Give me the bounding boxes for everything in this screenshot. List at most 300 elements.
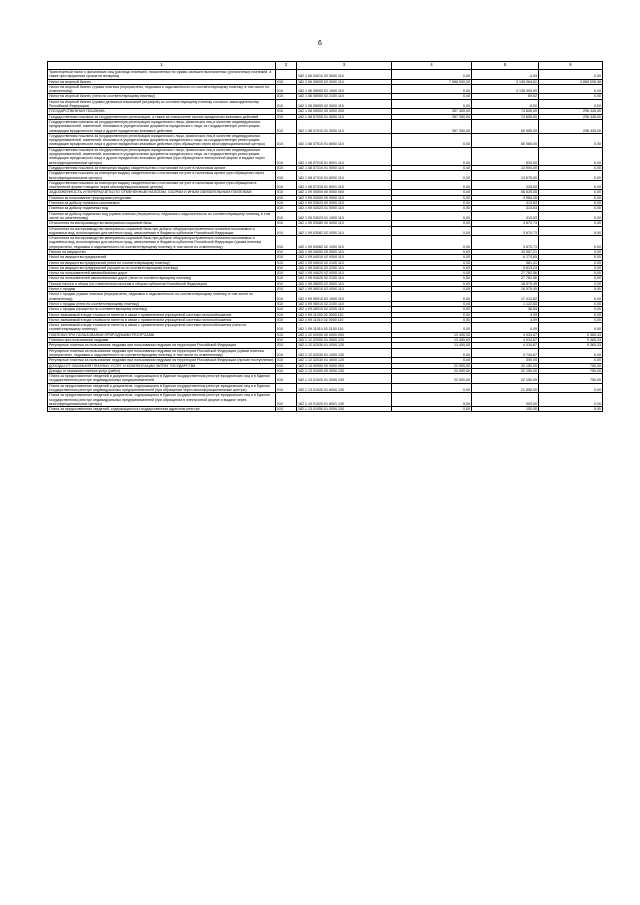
row-kbk-cell: 182 1 12 00000 00 0000 000 (297, 332, 392, 337)
row-name-cell: Государственная пошлина за повторную выдачу свидетельства о постановке на учет в налоговом органе (48, 165, 276, 170)
row-executed-cell: 313,53 (472, 211, 539, 221)
row-kbk-cell: 182 1 09 03023 01 1000 110 (297, 211, 392, 221)
row-code-cell: 010 (276, 323, 297, 333)
row-remaining-cell: 0,00 (539, 265, 603, 270)
row-executed-cell: 3 136 064,62 (472, 79, 539, 84)
row-plan-cell: 0,00 (392, 348, 472, 358)
row-kbk-cell: 182 1 09 03082 02 0000 110 (297, 226, 392, 236)
row-name-cell: Плата за предоставление сведений и документов, содержащихся в Едином государственном реестре юридических лиц и в Едином государственном реестре индивидуальных предпринимателей (при обращении через многофункциональные центры) (48, 383, 276, 393)
row-kbk-cell: 182 1 09 03082 02 1000 110 (297, 236, 392, 250)
row-code-cell: 010 (276, 307, 297, 312)
row-code-cell: 010 (276, 343, 297, 348)
row-name-cell: Налог на имущество предприятий (пени по соответствующему платежу) (48, 260, 276, 265)
row-code-cell: 010 (276, 114, 297, 119)
row-executed-cell: 74 655,00 (472, 109, 539, 114)
row-executed-cell: 561,41 (472, 260, 539, 265)
row-plan-cell: 22 900,00 (392, 363, 472, 368)
row-kbk-cell: 182 1 09 03000 00 0000 110 (297, 195, 392, 200)
row-executed-cell: 3 136 000,00 (472, 84, 539, 94)
row-code-cell: 010 (276, 407, 297, 412)
row-executed-cell: 4 034,67 (472, 332, 539, 337)
row-executed-cell: 3 734,67 (472, 348, 539, 358)
row-plan-cell: 0,00 (392, 276, 472, 281)
row-code-cell: 010 (276, 348, 297, 358)
row-kbk-cell: 182 1 09 04000 00 0000 110 (297, 249, 392, 254)
row-kbk-cell: 182 1 06 05000 02 3000 110 (297, 99, 392, 109)
row-plan-cell: 0,00 (392, 292, 472, 302)
row-remaining-cell: 750,00 (539, 363, 603, 368)
row-code-cell: 010 (276, 190, 297, 195)
row-kbk-cell: 182 1 09 04010 02 2200 110 (297, 265, 392, 270)
row-code-cell: 010 (276, 265, 297, 270)
table-row (48, 70, 603, 80)
row-plan-cell: 0,00 (392, 287, 472, 292)
column-header: 5 (472, 62, 539, 70)
row-remaining-cell: 0,00 (539, 211, 603, 221)
row-executed-cell: 4,09 (472, 323, 539, 333)
row-name-cell: Налог, взимаемый в виде стоимости патента в связи с применением упрощенной системы налогообложения (пени по соответствующему платежу) (48, 323, 276, 333)
table-row (48, 383, 603, 393)
row-code-cell: 010 (276, 317, 297, 322)
row-kbk-cell: 182 1 13 01020 01 0000 130 (297, 374, 392, 384)
table-row (48, 211, 603, 221)
row-code-cell: 010 (276, 195, 297, 200)
row-kbk-cell: 182 1 06 05000 02 0000 110 (297, 79, 392, 84)
row-kbk-cell: 182 1 08 00000 00 0000 000 (297, 109, 392, 114)
row-plan-cell: 0,00 (392, 271, 472, 276)
table-row (48, 171, 603, 181)
row-code-cell (276, 70, 297, 80)
row-plan-cell: 0,00 (392, 211, 472, 221)
row-code-cell: 010 (276, 79, 297, 84)
row-plan-cell: 13 400,00 (392, 332, 472, 337)
row-kbk-cell: 182 1 06 05000 02 2100 110 (297, 94, 392, 99)
row-name-cell: Доходы от оказания платных услуг (работ) (48, 368, 276, 373)
row-code-cell: 010 (276, 358, 297, 363)
report-table (47, 61, 603, 412)
row-remaining-cell: 750,00 (539, 368, 603, 373)
row-kbk-cell: 182 1 08 07310 01 8001 110 (297, 180, 392, 190)
row-remaining-cell: 296 345,00 (539, 114, 603, 119)
row-plan-cell: 0,00 (392, 195, 472, 200)
row-executed-cell: 4,09 (472, 312, 539, 317)
row-name-cell: Транспортный налог с физических лиц (разница платежей, начисленных по суммы излишне выплаченных (уплаченных) платежей, а также при нарушении сроков их возврата) (48, 70, 276, 80)
row-code-cell: 010 (276, 281, 297, 286)
row-kbk-cell: 182 1 09 06010 02 2100 110 (297, 301, 392, 306)
table-row (48, 180, 603, 190)
row-kbk-cell: 182 1 08 07010 01 0000 110 (297, 119, 392, 133)
row-remaining-cell: 0,00 (539, 255, 603, 260)
row-plan-cell: 0,00 (392, 190, 472, 195)
row-kbk-cell: 182 1 09 06010 02 2200 110 (297, 307, 392, 312)
row-plan-cell: 0,00 (392, 84, 472, 94)
row-code-cell: 010 (276, 147, 297, 165)
row-kbk-cell: 182 1 09 00000 00 0000 000 (297, 190, 392, 195)
row-kbk-cell: 182 1 09 04010 02 2100 110 (297, 260, 392, 265)
row-remaining-cell: 0,00 (539, 94, 603, 99)
row-executed-cell: 300,00 (472, 358, 539, 363)
column-header: 1 (48, 62, 276, 70)
row-code-cell: 010 (276, 383, 297, 393)
row-code-cell: 010 (276, 332, 297, 337)
row-plan-cell: 0,00 (392, 226, 472, 236)
row-kbk-cell: 182 1 08 07310 01 8000 110 (297, 171, 392, 181)
table-row (48, 323, 603, 333)
row-executed-cell: 3 670,73 (472, 236, 539, 250)
row-executed-cell: 33 957,21 (472, 249, 539, 254)
row-code-cell: 010 (276, 119, 297, 133)
row-executed-cell: 1 122,83 (472, 301, 539, 306)
row-executed-cell: 3 670,73 (472, 221, 539, 226)
row-code-cell: 010 (276, 133, 297, 147)
table-row (48, 84, 603, 94)
row-executed-cell: -5,00 (472, 99, 539, 109)
row-executed-cell: 22 150,00 (472, 363, 539, 368)
row-remaining-cell: 4 858 095,38 (539, 79, 603, 84)
row-plan-cell: 13 400,00 (392, 338, 472, 343)
table-row (48, 292, 603, 302)
row-code-cell: 010 (276, 109, 297, 114)
row-name-cell: Платежи за добычу подземных вод (48, 206, 276, 211)
row-name-cell: Налог на игорный бизнес (48, 79, 276, 84)
row-kbk-cell: 182 1 09 06010 02 1000 110 (297, 292, 392, 302)
row-plan-cell: 357 300,00 (392, 119, 472, 133)
row-executed-cell: 300,00 (472, 393, 539, 407)
row-executed-cell: 100,00 (472, 407, 539, 412)
row-kbk-cell: 182 1 09 04010 02 0000 110 (297, 255, 392, 260)
row-plan-cell: 7 986 000,00 (392, 79, 472, 84)
row-executed-cell: 313,53 (472, 201, 539, 206)
row-kbk-cell: 182 1 09 06010 02 0000 110 (297, 287, 392, 292)
row-name-cell: Налог, взимаемый в виде стоимости патента в связи с применением упрощенной системы налогообложения (48, 317, 276, 322)
row-remaining-cell: 0,00 (539, 348, 603, 358)
row-remaining-cell: 0,00 (539, 99, 603, 109)
row-plan-cell: 0,00 (392, 147, 472, 165)
row-name-cell: ДОХОДЫ ОТ ОКАЗАНИЯ ПЛАТНЫХ УСЛУГ И КОМПЕНСАЦИИ ЗАТРАТ ГОСУДАРСТВА (48, 363, 276, 368)
row-remaining-cell: 750,00 (539, 374, 603, 384)
row-remaining-cell: 0,00 (539, 236, 603, 250)
row-remaining-cell: 0,00 (539, 249, 603, 254)
row-name-cell: Платежи при пользовании недрами (48, 338, 276, 343)
row-kbk-cell: 182 1 13 01000 00 0000 130 (297, 368, 392, 373)
row-remaining-cell: 0,00 (539, 260, 603, 265)
row-remaining-cell: 0,00 (539, 307, 603, 312)
row-name-cell: Налог на имущество предприятий (48, 255, 276, 260)
row-executed-cell: 58 525,05 (472, 190, 539, 195)
row-executed-cell: 27 782,56 (472, 276, 539, 281)
row-remaining-cell: 0,00 (539, 206, 603, 211)
row-kbk-cell: 182 1 09 03023 01 0000 110 (297, 206, 392, 211)
row-name-cell: Регулярные платежи за пользование недрами при пользовании недрами на территории Российской Федерации (сумма платежа (перерасчеты, недоимка и задолженность по соответствующему платежу, в том числе по отмененному) (48, 348, 276, 358)
row-executed-cell: 60 065,00 (472, 133, 539, 147)
row-executed-cell: 5 613,24 (472, 265, 539, 270)
row-plan-cell: 0,00 (392, 94, 472, 99)
row-kbk-cell: 182 1 09 11000 02 0000 110 (297, 312, 392, 317)
row-code-cell: 010 (276, 276, 297, 281)
row-kbk-cell: 182 1 13 01050 01 0000 130 (297, 407, 392, 412)
row-executed-cell: 13 900,00 (472, 165, 539, 170)
row-code-cell: 010 (276, 374, 297, 384)
column-header: 6 (539, 62, 603, 70)
row-code-cell: 010 (276, 99, 297, 109)
row-executed-cell: 3 670,73 (472, 226, 539, 236)
row-executed-cell: 38,84 (472, 307, 539, 312)
row-name-cell: Налог на игорный бизнес (пени по соответствующему платежу) (48, 94, 276, 99)
row-code-cell: 010 (276, 368, 297, 373)
row-executed-cell: 21 850,00 (472, 383, 539, 393)
row-remaining-cell: 0,00 (539, 323, 603, 333)
row-code-cell: 010 (276, 171, 297, 181)
row-remaining-cell: 0,00 (539, 195, 603, 200)
row-name-cell: Платежи за добычу полезных ископаемых (48, 201, 276, 206)
row-name-cell: Налог с продаж (пени по соответствующему платежу) (48, 301, 276, 306)
row-name-cell: Платежи за добычу подземных вод (сумма платежа (перерасчеты, недоимка и задолженность по соответствующему платежу, в том числе по отмененному) (48, 211, 276, 221)
row-kbk-cell: 182 1 13 01020 01 8000 130 (297, 383, 392, 393)
row-code-cell: 010 (276, 236, 297, 250)
row-plan-cell: 357 300,00 (392, 109, 472, 114)
row-remaining-cell: 9 365,33 (539, 332, 603, 337)
row-plan-cell: 0,00 (392, 317, 472, 322)
row-plan-cell: 0,00 (392, 301, 472, 306)
row-remaining-cell: 0,00 (539, 221, 603, 226)
row-name-cell: Государственная пошлина за повторную выдачу свидетельства о постановке на учет в налоговом органе (при обращении в электронной форме и выдаче через многофункциональные центры) (48, 180, 276, 190)
row-name-cell: Налог на имущество предприятий (проценты по соответствующему платежу) (48, 265, 276, 270)
row-remaining-cell: 0,00 (539, 312, 603, 317)
row-kbk-cell: 182 1 09 11010 02 0000 110 (297, 317, 392, 322)
row-name-cell: Отчисления на воспроизводство минерально-сырьевой базы при добыче общераспространенных полезных ископаемых и подземных вод, используемых для местных нужд, зачисляемые в бюджеты субъектов Российской Федерации (48, 226, 276, 236)
row-remaining-cell: 296 345,00 (539, 109, 603, 114)
page-number: 6 (318, 40, 322, 47)
row-code-cell: 010 (276, 260, 297, 265)
row-kbk-cell: 182 1 13 01020 01 8001 130 (297, 393, 392, 407)
row-name-cell: Налоги на имущество (48, 249, 276, 254)
row-name-cell: ГОСУДАРСТВЕННАЯ ПОШЛИНА (48, 109, 276, 114)
row-kbk-cell: 182 1 06 05000 02 1000 110 (297, 84, 392, 94)
row-name-cell: Налог на игорный бизнес (суммы денежных взысканий (штрафов) по соответствующему платежу согласно законодательству Российской Федерации) (48, 99, 276, 109)
row-plan-cell: 0,00 (392, 358, 472, 363)
row-plan-cell: 0,00 (392, 249, 472, 254)
row-name-cell: Платежи за пользование природными ресурсами (48, 195, 276, 200)
row-kbk-cell: 182 1 12 02030 01 1000 120 (297, 348, 392, 358)
row-executed-cell: 60 955,00 (472, 119, 539, 133)
row-executed-cell: 13 675,00 (472, 171, 539, 181)
row-executed-cell: 4 034,67 (472, 343, 539, 348)
row-remaining-cell: 0,00 (539, 358, 603, 363)
row-plan-cell: 357 300,00 (392, 114, 472, 119)
row-code-cell: 010 (276, 292, 297, 302)
row-kbk-cell: 182 1 08 07010 01 8000 110 (297, 133, 392, 147)
row-name-cell: Отчисления на воспроизводство минерально-сырьевой базы при добыче общераспространенных полезных ископаемых и подземных вод, используемых для местных нужд, зачисляемые в бюджеты субъектов Российской Федерации (сумма платежа (перерасчеты, недоимка и задолженность по соответствующему платежу, в том числе по отмененному) (48, 236, 276, 250)
table-row (48, 348, 603, 358)
row-name-cell: Налог, взимаемый в виде стоимости патента в связи с применением упрощенной системы налогообложения (48, 312, 276, 317)
row-name-cell: Прочие налоги и сборы (по отмененным налогам и сборам субъектов Российской Федерации) (48, 281, 276, 286)
row-remaining-cell: 0,00 (539, 301, 603, 306)
row-name-cell: Государственная пошлина за повторную выдачу свидетельства о постановке на учет в налоговом органе (при обращении через многофункциональные центры) (48, 171, 276, 181)
row-code-cell: 010 (276, 363, 297, 368)
row-code-cell: 010 (276, 226, 297, 236)
row-name-cell: Налог с продаж (сумма платежа (перерасчеты, недоимка и задолженность по соответствующему платежу, в том числе по отмененному) (48, 292, 276, 302)
row-kbk-cell: 182 1 08 07000 01 0000 110 (297, 114, 392, 119)
row-name-cell: ЗАДОЛЖЕННОСТЬ И ПЕРЕРАСЧЕТЫ ПО ОТМЕНЕННЫМ НАЛОГАМ, СБОРАМ И ИНЫМ ОБЯЗАТЕЛЬНЫМ ПЛАТЕЖАМ (48, 190, 276, 195)
row-plan-cell: 0,00 (392, 206, 472, 211)
row-remaining-cell: 0,00 (539, 165, 603, 170)
row-name-cell: Плата за предоставление сведений и документов, содержащихся в Едином государственном реестре юридических лиц и в Едином государственном реестре индивидуальных предпринимателей (48, 374, 276, 384)
row-plan-cell: 0,00 (392, 260, 472, 265)
row-name-cell: Государственная пошлина за государственную регистрацию, а также за совершение прочих юридически значимых действий (48, 114, 276, 119)
row-name-cell: Государственная пошлина за государственную регистрацию юридического лица, физических лиц в качестве индивидуальных предпринимателей, изменений, вносимых в учредительные документы юридического лица, за государственную регистрацию ликвидации юридического лица и другие юридически значимые действия (при обращении в электронной форме и выдаче через многофункциональные центры) (48, 147, 276, 165)
row-plan-cell: 0,00 (392, 281, 472, 286)
row-executed-cell: 18 579,49 (472, 281, 539, 286)
row-remaining-cell: 0,00 (539, 190, 603, 195)
row-code-cell: 010 (276, 94, 297, 99)
row-plan-cell: 0,00 (392, 393, 472, 407)
row-plan-cell: 0,00 (392, 265, 472, 270)
row-executed-cell: 74 655,00 (472, 114, 539, 119)
row-remaining-cell: 9 365,33 (539, 338, 603, 343)
row-remaining-cell: 0,00 (539, 292, 603, 302)
table-row (48, 407, 603, 412)
row-plan-cell: 22 900,00 (392, 368, 472, 373)
row-name-cell: Налог на пользователей автомобильных дорог (пени по соответствующему платежу) (48, 276, 276, 281)
row-plan-cell: 0,00 (392, 255, 472, 260)
row-plan-cell: 0,00 (392, 312, 472, 317)
row-remaining-cell: 0,00 (539, 407, 603, 412)
row-kbk-cell: 182 1 12 02030 01 4000 120 (297, 358, 392, 363)
row-remaining-cell: 0,00 (539, 317, 603, 322)
row-code-cell: 010 (276, 84, 297, 94)
row-name-cell: Плата за предоставление сведений, содержащихся в государственном адресном реестре (48, 407, 276, 412)
row-code-cell: 010 (276, 165, 297, 170)
row-plan-cell: 22 900,00 (392, 374, 472, 384)
table-row (48, 226, 603, 236)
row-kbk-cell: 182 1 12 02000 01 0000 120 (297, 338, 392, 343)
row-plan-cell: 0,00 (392, 383, 472, 393)
row-remaining-cell: 296 345,00 (539, 119, 603, 133)
row-executed-cell: 4 034,67 (472, 338, 539, 343)
row-code-cell: 010 (276, 255, 297, 260)
row-code-cell: 010 (276, 206, 297, 211)
row-name-cell: Налог с продаж (48, 287, 276, 292)
row-executed-cell: 3 984,26 (472, 195, 539, 200)
row-plan-cell: 0,00 (392, 165, 472, 170)
row-code-cell: 010 (276, 271, 297, 276)
row-executed-cell: 225,00 (472, 180, 539, 190)
row-plan-cell: 0,00 (392, 99, 472, 109)
table-row (48, 147, 603, 165)
table-header-row (48, 62, 603, 70)
row-executed-cell: 22 150,00 (472, 368, 539, 373)
row-executed-cell: 6 174,65 (472, 255, 539, 260)
row-remaining-cell: 0,00 (539, 147, 603, 165)
row-remaining-cell: 0,00 (539, 70, 603, 80)
row-plan-cell: 0,00 (392, 180, 472, 190)
table-row (48, 236, 603, 250)
row-executed-cell: 18 579,49 (472, 287, 539, 292)
table-row (48, 119, 603, 133)
row-plan-cell: 0,00 (392, 236, 472, 250)
row-remaining-cell: 0,00 (539, 287, 603, 292)
row-kbk-cell: 182 1 09 06000 02 0000 110 (297, 281, 392, 286)
row-kbk-cell: 182 1 09 04020 02 0000 110 (297, 271, 392, 276)
row-kbk-cell: 182 1 13 00000 00 0000 000 (297, 363, 392, 368)
row-plan-cell: 0,00 (392, 323, 472, 333)
row-kbk-cell: 182 1 12 02030 01 0000 120 (297, 343, 392, 348)
row-name-cell: Налог с продаж (проценты по соответствующему платежу) (48, 307, 276, 312)
row-plan-cell: 0,00 (392, 171, 472, 181)
column-header: 3 (297, 62, 392, 70)
row-code-cell: 010 (276, 287, 297, 292)
row-name-cell: Регулярные платежи за пользование недрами при пользовании недрами на территории Российской Федерации (48, 343, 276, 348)
row-remaining-cell: 0,00 (539, 84, 603, 94)
row-remaining-cell: 0,00 (539, 393, 603, 407)
row-remaining-cell: 0,00 (539, 180, 603, 190)
row-kbk-cell: 182 1 09 11010 02 2100 110 (297, 323, 392, 333)
row-kbk-cell: 182 1 09 03080 00 0000 110 (297, 221, 392, 226)
row-plan-cell: 0,00 (392, 201, 472, 206)
row-code-cell: 010 (276, 249, 297, 254)
row-plan-cell: 13 400,00 (392, 343, 472, 348)
row-plan-cell: 0,00 (392, 70, 472, 80)
row-executed-cell: 27 782,56 (472, 271, 539, 276)
row-name-cell: Государственная пошлина за государственную регистрацию юридического лица, физических лиц в качестве индивидуальных предпринимателей, изменений, вносимых в учредительные документы юридического лица, за государственную регистрацию ликвидации юридического лица и другие юридически значимые действия (при обращении через многофункциональные центры) (48, 133, 276, 147)
row-executed-cell: 4,09 (472, 317, 539, 322)
row-plan-cell: 0,00 (392, 133, 472, 147)
row-plan-cell: 0,00 (392, 221, 472, 226)
row-kbk-cell: 182 1 09 03020 00 0000 110 (297, 201, 392, 206)
row-code-cell: 010 (276, 221, 297, 226)
column-header: 4 (392, 62, 472, 70)
row-kbk-cell: 182 1 06 04012 02 5000 110 (297, 70, 392, 80)
row-remaining-cell: 0,00 (539, 201, 603, 206)
row-executed-cell: -4,93 (472, 70, 539, 80)
row-code-cell: 010 (276, 393, 297, 407)
row-remaining-cell: 9 365,33 (539, 343, 603, 348)
row-name-cell: Отчисления на воспроизводство минерально-сырьевой базы (48, 221, 276, 226)
row-code-cell: 010 (276, 301, 297, 306)
row-remaining-cell: 0,00 (539, 171, 603, 181)
row-remaining-cell: 0,00 (539, 271, 603, 276)
row-remaining-cell: 0,00 (539, 383, 603, 393)
row-remaining-cell: 0,00 (539, 281, 603, 286)
row-executed-cell: 69,62 (472, 94, 539, 99)
row-name-cell: Налог на игорный бизнес (сумма платежа (перерасчеты, недоимка и задолженность по соответствующему платежу, в том числе по отмененному) (48, 84, 276, 94)
row-name-cell: Плата за предоставление сведений и документов, содержащихся в Едином государственном реестре юридических лиц и в Едином государственном реестре индивидуальных предпринимателей (при обращении в электронной форме и выдаче через многофункциональные центры) (48, 393, 276, 407)
row-code-cell: 010 (276, 338, 297, 343)
row-executed-cell: 22 150,00 (472, 374, 539, 384)
table-row (48, 99, 603, 109)
row-executed-cell: 313,53 (472, 206, 539, 211)
row-code-cell: 010 (276, 312, 297, 317)
column-header: 2 (276, 62, 297, 70)
row-executed-cell: 820,00 (472, 147, 539, 165)
row-kbk-cell: 182 1 08 07010 01 8001 110 (297, 147, 392, 165)
row-code-cell: 010 (276, 180, 297, 190)
row-executed-cell: 17 412,82 (472, 292, 539, 302)
row-plan-cell: 0,00 (392, 407, 472, 412)
row-plan-cell: 0,00 (392, 307, 472, 312)
row-code-cell: 010 (276, 201, 297, 206)
table-row (48, 133, 603, 147)
row-remaining-cell: 0,00 (539, 276, 603, 281)
row-name-cell: Налог на пользователей автомобильных дорог (48, 271, 276, 276)
row-kbk-cell: 182 1 08 07310 01 0000 110 (297, 165, 392, 170)
row-code-cell: 010 (276, 211, 297, 221)
row-remaining-cell: 0,00 (539, 133, 603, 147)
row-name-cell: ПЛАТЕЖИ ПРИ ПОЛЬЗОВАНИИ ПРИРОДНЫМИ РЕСУРСАМИ (48, 332, 276, 337)
row-name-cell: Регулярные платежи за пользование недрами при пользовании недрами на территории Российской Федерации (прочие поступления) (49, 358, 274, 363)
row-kbk-cell: 182 1 09 04020 02 2100 110 (297, 276, 392, 281)
table-row (48, 393, 603, 407)
